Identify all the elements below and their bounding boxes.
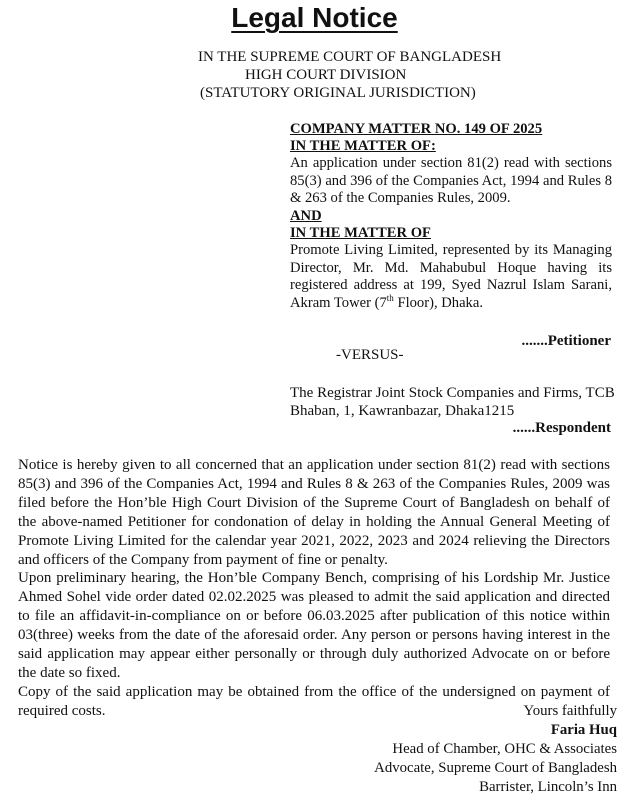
versus-label: -VERSUS- [336,347,404,363]
signature-closing: Yours faithfully [523,703,617,719]
matter-heading-2: IN THE MATTER OF [290,225,431,241]
notice-paragraph-2: Upon preliminary hearing, the Hon’ble Company Bench, comprising of his Lordship Mr. Justice Ahmed Sohel vide order dated 02.02.2025 was pleased to admit the said application and directed to file an affidavit-in-compliance on or before 06.03.2025 after publication of this notice within 03(three) weeks from the date of the aforesaid order. Any person or persons having interest in the said application may appear either personally or through duly authorized Advocate on or before the date so fixed. [18,570,610,681]
signature-court: Advocate, Supreme Court of Bangladesh [374,760,617,776]
signature-title: Head of Chamber, OHC & Associates [392,741,617,757]
respondent-label: ......Respondent [512,420,611,436]
and-heading: AND [290,208,322,224]
court-division: HIGH COURT DIVISION [245,67,407,83]
notice-body [18,456,610,721]
respondent-address-line2: Bhaban, 1, Kawranbazar, Dhaka1215 [290,403,515,419]
notice-paragraph-3: Copy of the said application may be obtained from the office of the undersigned on payment of required costs. [18,683,610,719]
notice-title: Legal Notice [231,2,398,33]
case-number: COMPANY MATTER NO. 149 OF 2025 [290,121,543,137]
court-name: IN THE SUPREME COURT OF BANGLADESH [198,49,502,65]
notice-paragraph-1: Notice is hereby given to all concerned that an application under section 81(2) read with sections 85(3) and 396 of the Companies Act, 1994 and Rules 8 & 263 of the Companies Rules, 2009 was filed before the Hon’ble High Court Division of the Supreme Court of Bangladesh on behalf of the above-named Petitioner for condonation of delay in holding the Annual General Meeting of Promote Living Limited for the calendar year 2021, 2022, 2023 and 2024 relieving the Directors and officers of the Company from payment of fine or penalty. [18,457,610,568]
signature-qualification: Barrister, Lincoln’s Inn [479,779,617,795]
signature-name: Faria Huq [550,722,617,738]
court-jurisdiction: (STATUTORY ORIGINAL JURISDICTION) [200,85,476,101]
petitioner-description: Promote Living Limited, represented by its Managing Director, Mr. Md. Mahabubul Hoque having its registered address at 199, Syed Nazrul Islam Sarani, Akram Tower (7th Floor), Dhaka. [290,242,612,311]
petitioner-label: .......Petitioner [521,333,611,349]
respondent-address-line1: The Registrar Joint Stock Companies and Firms, TCB [290,385,615,401]
application-description: An application under section 81(2) read with sections 85(3) and 396 of the Companies Act, 1994 and Rules 8 & 263 of the Companies Rules, 2009. [290,155,612,206]
matter-heading: IN THE MATTER OF: [290,138,436,154]
